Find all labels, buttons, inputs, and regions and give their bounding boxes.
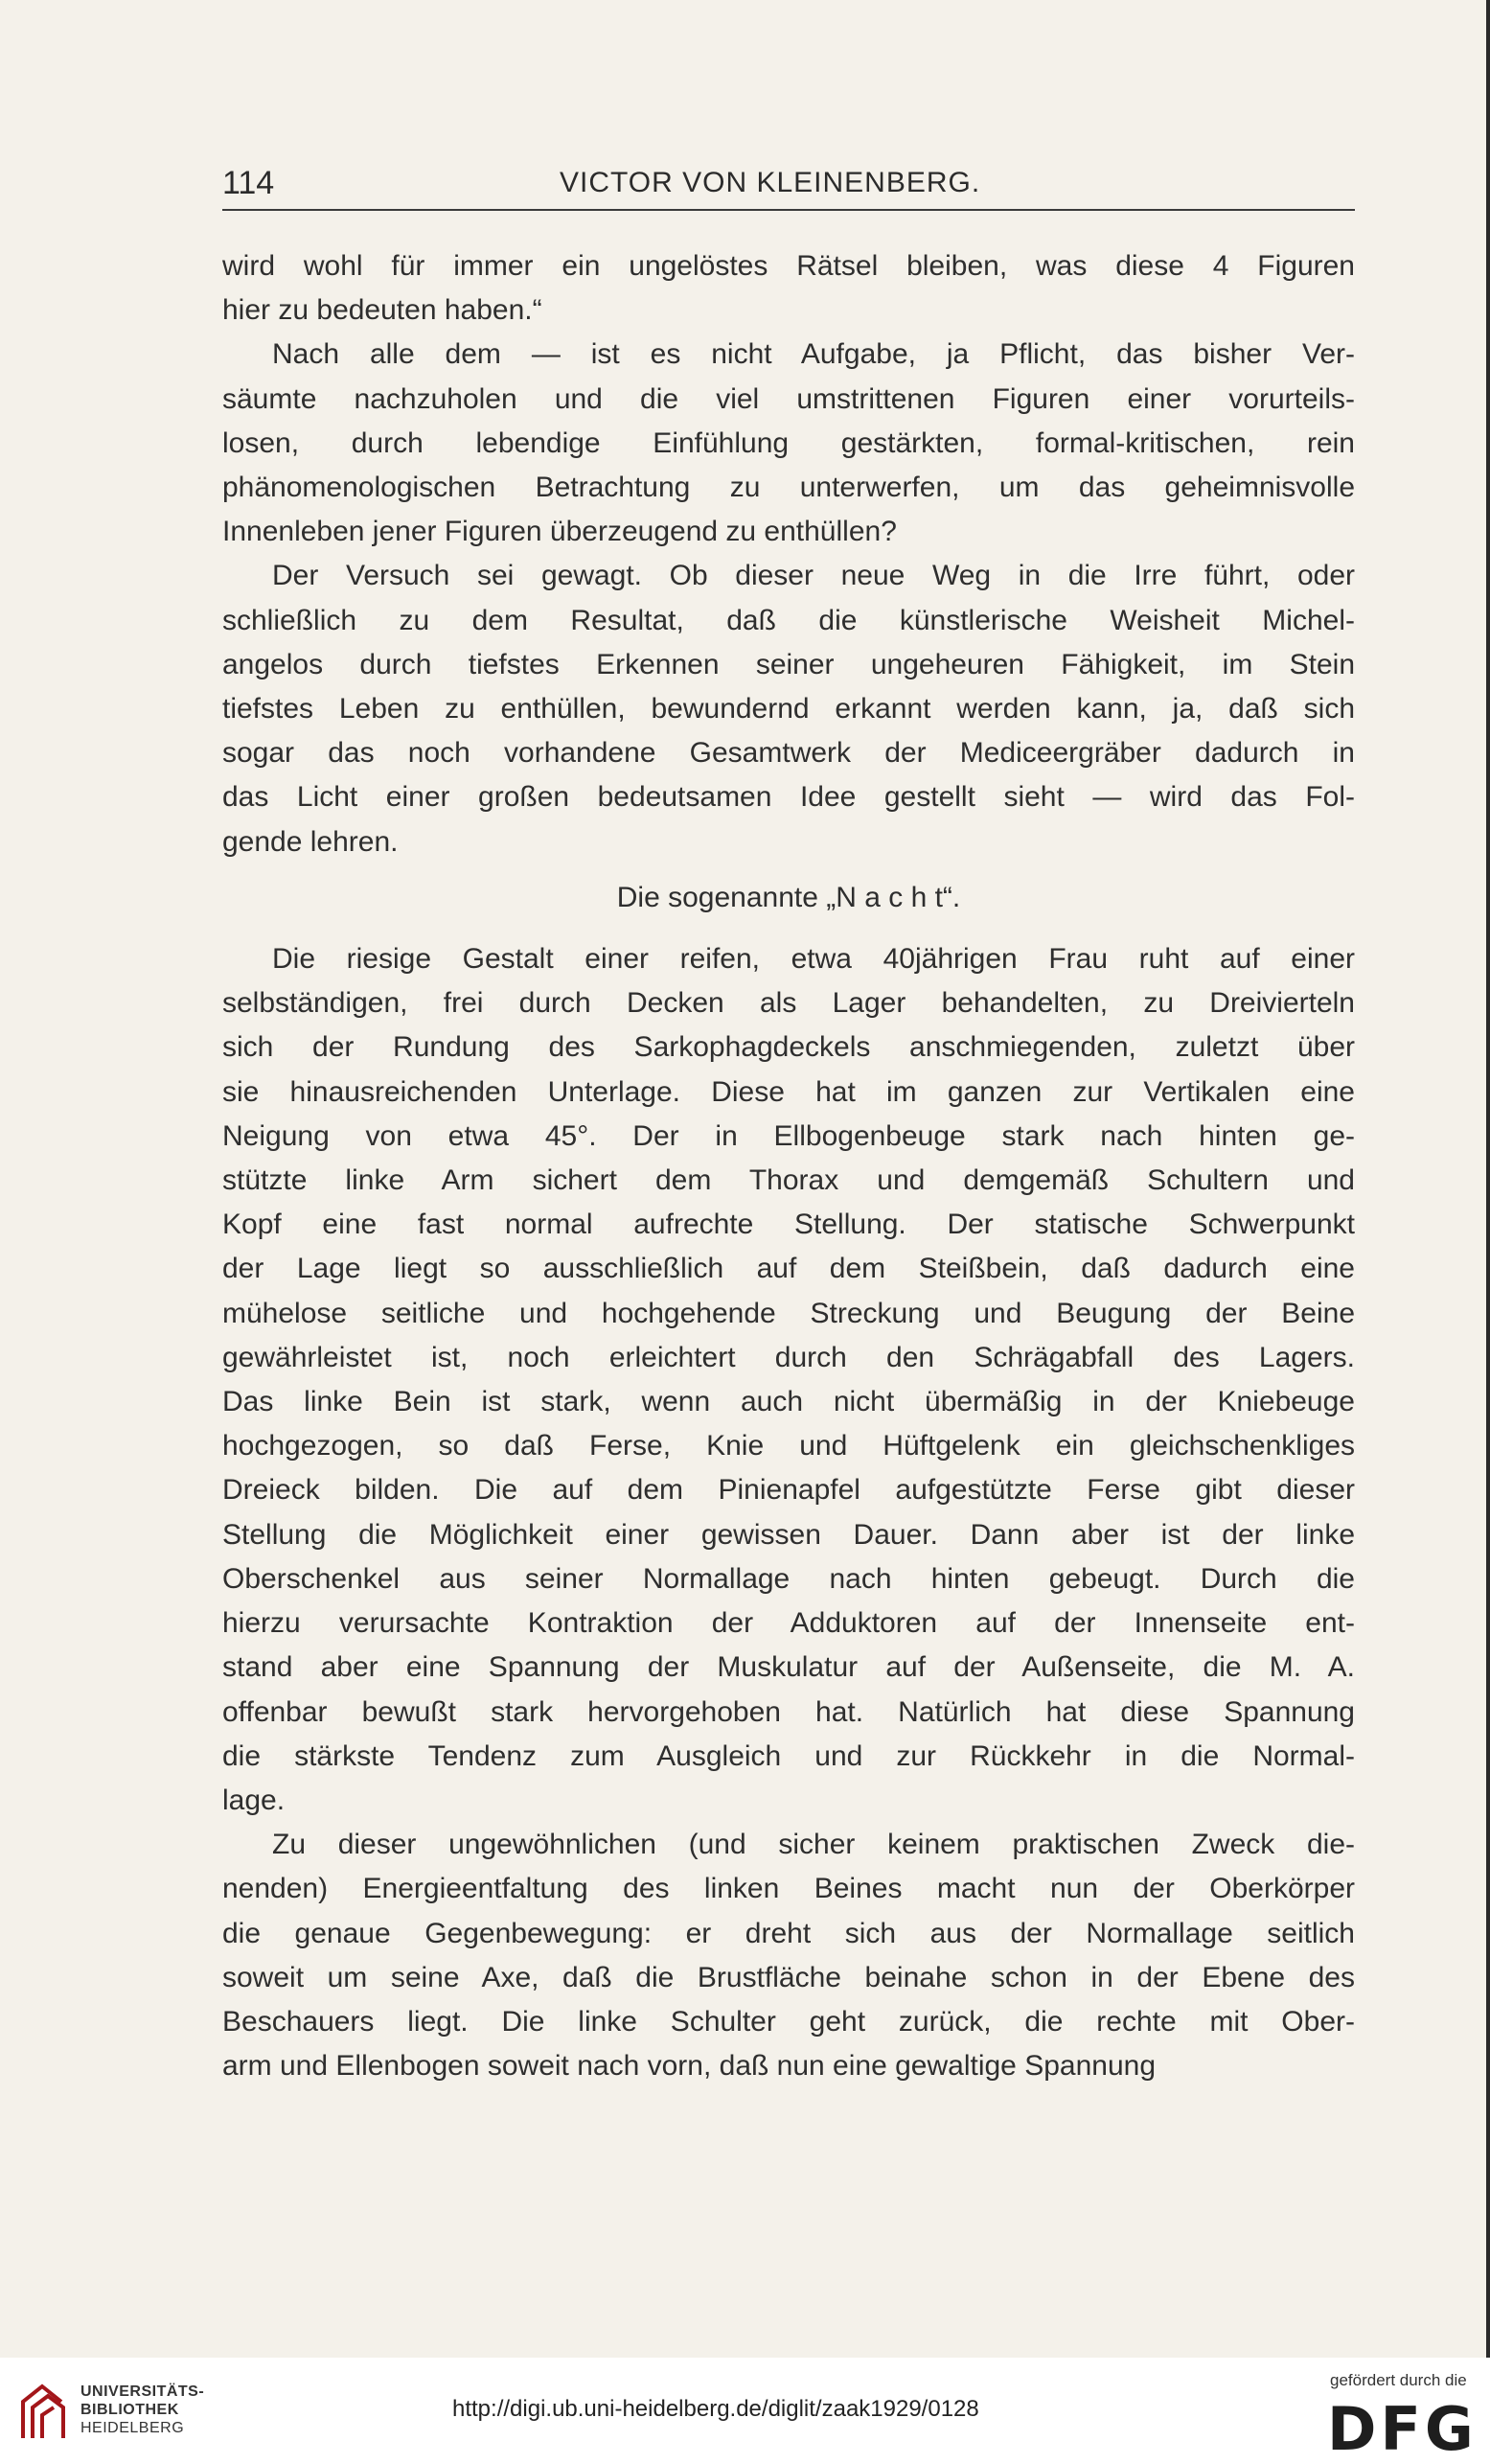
text-line: Dreieck bilden. Die auf dem Pinienapfel aufgestützte Ferse gibt dieser — [222, 1474, 1355, 1507]
text-line: arm und Ellenbogen soweit nach vorn, daß nun eine gewaltige Spannung — [222, 2050, 1157, 2083]
text-line: gewährleistet ist, noch erleichtert durch den Schrägabfall des Lagers. — [222, 1341, 1355, 1373]
text-line: Der Versuch sei gewagt. Ob dieser neue Weg in die Irre führt, oder — [272, 560, 1355, 592]
text-line: Das linke Bein ist stark, wenn auch nicht übermäßig in der Kniebeuge — [222, 1386, 1355, 1418]
university-library-logo-icon — [15, 2381, 73, 2444]
text-line: hierzu verursachte Kontraktion der Adduktoren auf der Innenseite ent- — [222, 1607, 1355, 1640]
text-line: losen, durch lebendige Einfühlung gestärkten, formal-kritischen, rein — [222, 426, 1355, 459]
text-line: Nach alle dem — ist es nicht Aufgabe, ja Pflicht, das bisher Ver- — [272, 338, 1355, 371]
text-line: nenden) Energieentfaltung des linken Beines macht nun der Oberkörper — [222, 1873, 1355, 1905]
text-line: der Lage liegt so ausschließlich auf dem Steißbein, daß dadurch eine — [222, 1253, 1355, 1285]
text-line: Die riesige Gestalt einer reifen, etwa 40jährigen Frau ruht auf einer — [272, 943, 1355, 976]
text-line: hier zu bedeuten haben.“ — [222, 294, 542, 327]
text-line: sie hinausreichenden Unterlage. Diese hat im ganzen zur Vertikalen eine — [222, 1075, 1355, 1108]
text-line: tiefstes Leben zu enthüllen, bewundernd erkannt werden kann, ja, daß sich — [222, 693, 1355, 725]
page-number: 114 — [222, 165, 275, 201]
text-line: sich der Rundung des Sarkophagdeckels anschmiegenden, zuletzt über — [222, 1031, 1355, 1064]
text-block-1 — [222, 244, 1355, 864]
library-name-line: UNIVERSITÄTS- — [80, 2383, 205, 2400]
text-line: lage. — [222, 1784, 286, 1816]
text-line: stützte linke Arm sichert dem Thorax und demgemäß Schultern und — [222, 1164, 1355, 1197]
text-line: gende lehren. — [222, 825, 399, 858]
text-line: hochgezogen, so daß Ferse, Knie und Hüftgelenk ein gleichschenkliges — [222, 1430, 1355, 1462]
text-line: Beschauers liegt. Die linke Schulter geht zurück, die rechte mit Ober- — [222, 2005, 1355, 2038]
university-library-name — [80, 2383, 204, 2437]
digitization-footer — [0, 2358, 1490, 2464]
library-name-line: HEIDELBERG — [80, 2420, 185, 2436]
text-line: Kopf eine fast normal aufrechte Stellung. Der statische Schwerpunkt — [222, 1209, 1355, 1241]
text-line: selbständigen, frei durch Decken als Lager behandelten, zu Dreivierteln — [222, 987, 1355, 1020]
text-block-2 — [222, 937, 1355, 2088]
dfg-logo-icon: DFG — [1327, 2394, 1478, 2464]
text-line: sogar das noch vorhandene Gesamtwerk der Mediceergräber dadurch in — [222, 737, 1355, 770]
body-text — [222, 244, 1355, 2088]
running-title: VICTOR VON KLEINENBERG. — [560, 167, 981, 198]
text-line: offenbar bewußt stark hervorgehoben hat. Natürlich hat diese Spannung — [222, 1695, 1355, 1728]
text-line: Neigung von etwa 45°. Der in Ellbogenbeuge stark nach hinten ge- — [222, 1119, 1355, 1152]
text-line: die stärkste Tendenz zum Ausgleich und zur Rückkehr in die Normal- — [222, 1739, 1355, 1772]
text-line: Oberschenkel aus seiner Normallage nach hinten gebeugt. Durch die — [222, 1562, 1355, 1595]
text-line: das Licht einer großen bedeutsamen Idee gestellt sieht — wird das Fol- — [222, 781, 1355, 814]
text-line: Stellung die Möglichkeit einer gewissen Dauer. Dann aber ist der linke — [222, 1518, 1355, 1551]
text-line: wird wohl für immer ein ungelöstes Rätsel bleiben, was diese 4 Figuren — [222, 250, 1355, 282]
text-line: die genaue Gegenbewegung: er dreht sich aus der Normallage seitlich — [222, 1917, 1355, 1949]
source-url-link[interactable]: http://digi.ub.uni-heidelberg.de/diglit/zaak1929/0128 — [452, 2396, 979, 2422]
section-heading: Die sogenannte „N a c h t“. — [616, 881, 961, 913]
text-line: phänomenologischen Betrachtung zu unterwerfen, um das geheimnisvolle — [222, 472, 1355, 504]
text-line: mühelose seitliche und hochgehende Streckung und Beugung der Beine — [222, 1297, 1355, 1329]
text-line: angelos durch tiefstes Erkennen seiner ungeheuren Fähigkeit, im Stein — [222, 648, 1355, 680]
text-line: Zu dieser ungewöhnlichen (und sicher keinem praktischen Zweck die- — [272, 1829, 1355, 1861]
page-header — [222, 161, 1355, 211]
text-line: Innenleben jener Figuren überzeugend zu enthüllen? — [222, 516, 897, 548]
text-line: soweit um seine Axe, daß die Brustfläche beinahe schon in der Ebene des — [222, 1961, 1355, 1993]
text-line: stand aber eine Spannung der Muskulatur auf der Außenseite, die M. A. — [222, 1651, 1355, 1684]
text-line: schließlich zu dem Resultat, daß die künstlerische Weisheit Michel- — [222, 604, 1355, 636]
text-line: säumte nachzuholen und die viel umstrittenen Figuren einer vorurteils- — [222, 382, 1355, 415]
library-name-line: BIBLIOTHEK — [80, 2402, 179, 2418]
funded-by-label: gefördert durch die — [1330, 2371, 1467, 2389]
